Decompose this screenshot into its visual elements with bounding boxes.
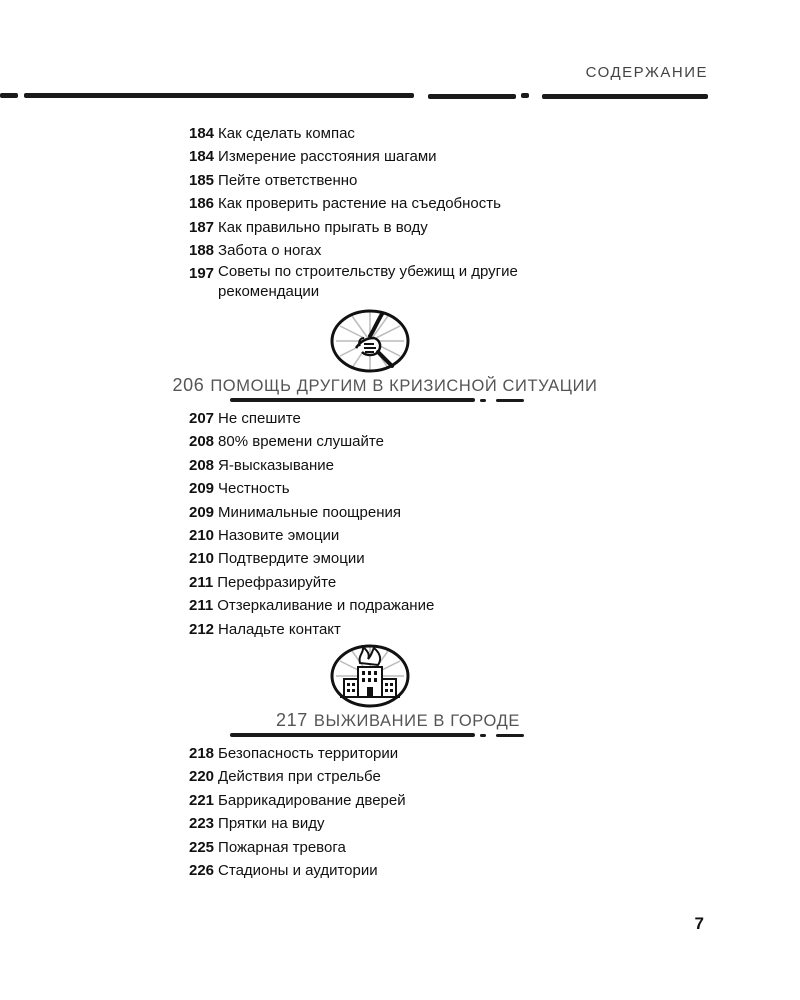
toc-entry-title: Перефразируйте [217, 573, 337, 591]
running-header-title: СОДЕРЖАНИЕ [585, 64, 708, 81]
toc-entry-title: Как проверить растение на съедобность [218, 195, 501, 213]
toc-entry[interactable] [189, 262, 589, 302]
toc-entry[interactable] [189, 454, 434, 477]
toc-entry-title: Пейте ответственно [218, 171, 358, 189]
toc-entry[interactable] [189, 407, 434, 430]
toc-entry-title: Баррикадирование дверей [218, 791, 406, 809]
toc-entry[interactable] [189, 618, 434, 641]
toc-page-number: 208 [189, 433, 215, 451]
toc-page-number: 212 [189, 620, 215, 638]
section-heading-page-number: 217 [276, 710, 308, 730]
toc-entry-title: Наладьте контакт [218, 620, 341, 638]
toc-entry[interactable] [189, 122, 589, 145]
toc-entry[interactable] [189, 765, 406, 788]
toc-entry[interactable] [189, 594, 434, 617]
toc-entry-title: Как правильно прыгать в воду [218, 218, 428, 236]
toc-entry-title: Советы по строительству убежищ и другие рекомендации [218, 263, 518, 301]
handshake-rescue-icon [330, 308, 410, 374]
toc-page-number: 185 [189, 171, 215, 189]
toc-entry-title: Честность [218, 480, 290, 498]
toc-entry-title: Как сделать компас [218, 125, 355, 142]
toc-entry[interactable] [189, 789, 406, 812]
toc-entry-title: Подтвердите эмоции [218, 550, 365, 568]
toc-entry[interactable] [189, 859, 406, 882]
toc-entry-title: Отзеркаливание и подражание [217, 597, 435, 615]
page-number: 7 [694, 914, 704, 933]
toc-page-number: 188 [189, 242, 215, 260]
toc-page-number: 208 [189, 456, 215, 474]
toc-entry-title: 80% времени слушайте [218, 433, 384, 451]
burning-building-icon [330, 643, 410, 709]
section-heading-page-number: 206 [172, 375, 205, 395]
toc-page-number: 220 [189, 768, 215, 786]
toc-page-number: 211 [189, 597, 214, 615]
toc-entry-title: Измерение расстояния шагами [218, 148, 437, 166]
toc-page-number: 226 [189, 862, 215, 880]
section-heading-title: ПОМОЩЬ ДРУГИМ В КРИЗИСНОЙ СИТУАЦИИ [210, 377, 598, 395]
toc-page-number: 209 [189, 480, 215, 498]
toc-entry[interactable] [189, 430, 434, 453]
toc-entry[interactable] [189, 169, 589, 192]
toc-entry-title: Безопасность территории [218, 745, 399, 762]
toc-entry-title: Назовите эмоции [218, 527, 340, 545]
section-heading-title: ВЫЖИВАНИЕ В ГОРОДЕ [313, 712, 520, 730]
toc-entry-title: Действия при стрельбе [218, 768, 381, 786]
toc-page-number: 223 [189, 815, 215, 833]
toc-entry[interactable] [189, 501, 434, 524]
toc-entry[interactable] [189, 812, 406, 835]
toc-entry-title: Прятки на виду [218, 815, 325, 833]
toc-page-number: 197 [189, 265, 215, 283]
toc-entry[interactable] [189, 192, 589, 215]
toc-page-number: 186 [189, 195, 215, 213]
toc-entry-title: Я-высказывание [218, 456, 334, 474]
toc-entry-title: Минимальные поощрения [218, 503, 401, 521]
toc-entry[interactable] [189, 239, 589, 262]
toc-entry[interactable] [189, 547, 434, 570]
toc-entry[interactable] [189, 524, 434, 547]
section-heading[interactable] [0, 375, 785, 396]
toc-page-number: 184 [189, 125, 215, 142]
toc-entry[interactable] [189, 477, 434, 500]
toc-page-number: 187 [189, 218, 215, 236]
toc-list-section-2 [189, 407, 434, 641]
toc-entry[interactable] [189, 742, 406, 765]
toc-page-number: 210 [189, 550, 215, 568]
toc-entry[interactable] [189, 571, 434, 594]
toc-page-number: 209 [189, 503, 215, 521]
toc-entry-title: Не спешите [218, 410, 301, 427]
toc-entry[interactable] [189, 836, 406, 859]
section-heading[interactable] [0, 710, 798, 731]
toc-entry-title: Стадионы и аудитории [218, 862, 378, 880]
toc-page-number: 225 [189, 838, 215, 856]
toc-page-number: 184 [189, 148, 215, 166]
toc-entry-title: Забота о ногах [218, 242, 322, 260]
toc-list-section-1 [189, 122, 589, 302]
toc-entry[interactable] [189, 145, 589, 168]
toc-page-number: 218 [189, 745, 215, 762]
toc-list-section-3 [189, 742, 406, 882]
toc-entry-title: Пожарная тревога [218, 838, 346, 856]
toc-page-number: 210 [189, 527, 215, 545]
toc-page-number: 207 [189, 410, 215, 427]
toc-page-number: 211 [189, 573, 214, 591]
toc-page-number: 221 [189, 791, 215, 809]
toc-entry[interactable] [189, 216, 589, 239]
